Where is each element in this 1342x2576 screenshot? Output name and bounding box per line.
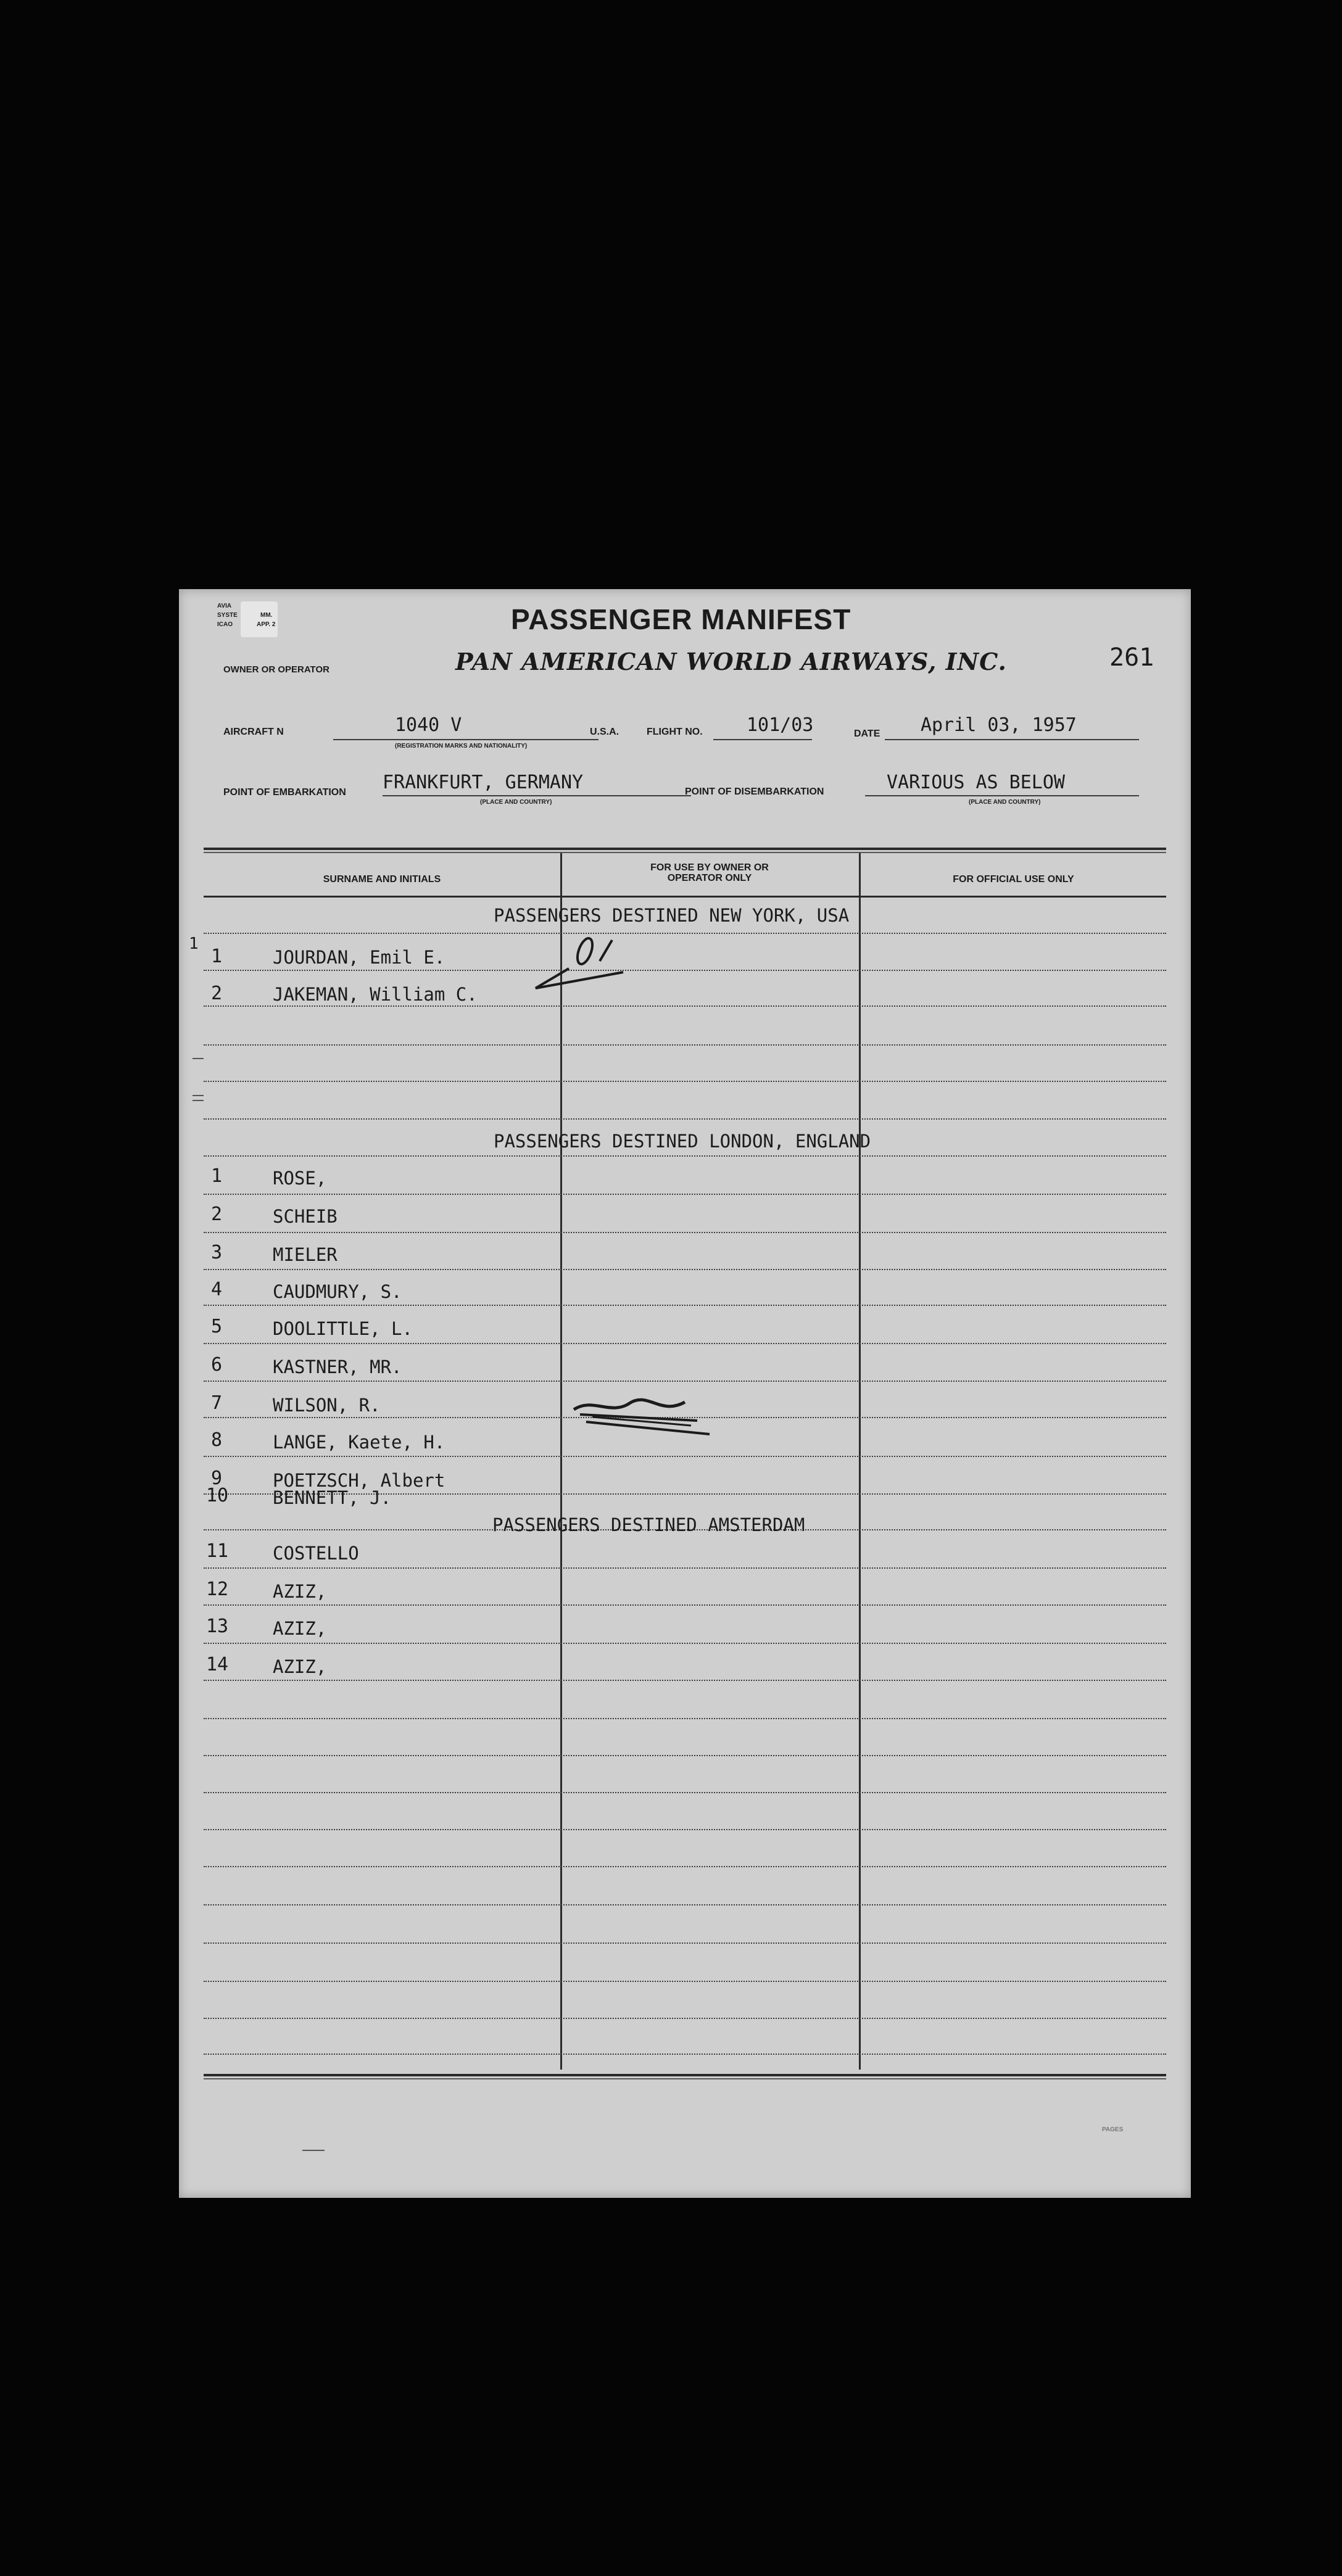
- passenger-name: WILSON, R.: [273, 1395, 381, 1416]
- ruled-line: [204, 1305, 1166, 1306]
- owner-use-column-header: FOR USE BY OWNER OR OPERATOR ONLY: [650, 862, 769, 883]
- ruled-line: [204, 1005, 1166, 1007]
- passenger-number: 11: [206, 1540, 229, 1562]
- passenger-name: KASTNER, MR.: [273, 1356, 402, 1377]
- embarkation-value: FRANKFURT, GERMANY: [383, 772, 584, 793]
- ruled-line: [204, 1044, 1166, 1046]
- stamp-text-3: ICAO: [217, 621, 233, 628]
- passenger-number: 14: [206, 1654, 229, 1675]
- date-value: April 03, 1957: [921, 714, 1077, 736]
- ruled-line: [204, 1456, 1166, 1457]
- passenger-number: 12: [206, 1579, 229, 1600]
- handwritten-mark: [531, 923, 679, 1005]
- footer-pages-label: PAGES: [1102, 2126, 1124, 2133]
- ruled-line: [204, 1981, 1166, 1982]
- ruled-line: [204, 1269, 1166, 1270]
- ruled-line: [204, 1718, 1166, 1719]
- passenger-number: 6: [211, 1354, 223, 1376]
- margin-mark: 1: [189, 935, 199, 953]
- ruled-line: [204, 1567, 1166, 1569]
- section-new-york: PASSENGERS DESTINED NEW YORK, USA: [494, 905, 850, 926]
- ruled-line: [204, 1866, 1166, 1867]
- disembarkation-caption: (PLACE AND COUNTRY): [969, 799, 1041, 806]
- ruled-line: [204, 1194, 1166, 1195]
- disembarkation-value: VARIOUS AS BELOW: [887, 772, 1065, 793]
- ruled-line: [204, 2054, 1166, 2055]
- disembarkation-label: POINT OF DISEMBARKATION: [685, 786, 824, 797]
- ruled-line: [204, 1680, 1166, 1681]
- column-divider-1: [560, 853, 562, 2070]
- stamp-text-1: AVIA: [217, 603, 232, 609]
- ruled-line: [204, 1829, 1166, 1830]
- ruled-line: [204, 970, 1166, 971]
- ruled-line: [204, 1604, 1166, 1606]
- ruled-line: [204, 1343, 1166, 1344]
- passenger-number: 2: [211, 983, 223, 1004]
- passenger-number: 4: [211, 1279, 223, 1300]
- passenger-name: JAKEMAN, William C.: [273, 984, 478, 1005]
- footer-mark: [302, 2150, 325, 2151]
- scribbled-annotation: [568, 1391, 716, 1440]
- section-london: PASSENGERS DESTINED LONDON, ENGLAND: [494, 1131, 871, 1152]
- section-amsterdam: PASSENGERS DESTINED AMSTERDAM: [492, 1514, 805, 1535]
- passenger-number: 13: [206, 1616, 229, 1637]
- passenger-name: ROSE,: [273, 1168, 327, 1189]
- passenger-name: BENNETT, J.: [273, 1487, 392, 1508]
- document-title: PASSENGER MANIFEST: [511, 603, 851, 635]
- passenger-name: AZIZ,: [273, 1656, 327, 1677]
- surname-column-header: SURNAME AND INITIALS: [323, 874, 441, 885]
- passenger-number: 7: [211, 1392, 223, 1414]
- stamp: [217, 601, 291, 637]
- passenger-name: COSTELLO: [273, 1543, 359, 1564]
- flight-no-label: FLIGHT NO.: [647, 727, 703, 737]
- passenger-number: 9: [211, 1468, 223, 1489]
- passenger-number: 5: [211, 1316, 223, 1337]
- operator-name: PAN AMERICAN WORLD AIRWAYS, INC.: [455, 648, 1007, 675]
- passenger-name: SCHEIB: [273, 1206, 338, 1227]
- owner-label: OWNER OR OPERATOR: [223, 664, 329, 675]
- flight-no-value: 101/03: [747, 714, 814, 736]
- official-use-column-header: FOR OFFICIAL USE ONLY: [953, 874, 1074, 885]
- passenger-number: 3: [211, 1242, 223, 1263]
- margin-tick: [193, 1095, 204, 1096]
- registration-caption: (REGISTRATION MARKS AND NATIONALITY): [395, 743, 528, 749]
- ruled-line: [204, 1081, 1166, 1082]
- passenger-name: AZIZ,: [273, 1581, 327, 1602]
- aircraft-value: 1040 V: [395, 714, 462, 736]
- passenger-name: LANGE, Kaete, H.: [273, 1432, 445, 1453]
- ruled-line: [204, 1643, 1166, 1644]
- passenger-name: AZIZ,: [273, 1618, 327, 1639]
- ruled-line: [204, 1155, 1166, 1157]
- ruled-line: [204, 1755, 1166, 1756]
- margin-tick: [193, 1100, 204, 1101]
- passenger-number: 1: [211, 1165, 223, 1187]
- stamp-text-2: SYSTE: [217, 612, 238, 619]
- ruled-line: [204, 1792, 1166, 1793]
- passenger-number: 2: [211, 1203, 223, 1225]
- passenger-number: 10: [206, 1485, 229, 1506]
- passenger-name: MIELER: [273, 1244, 338, 1265]
- page-number: 261: [1109, 643, 1154, 672]
- passenger-name: DOOLITTLE, L.: [273, 1318, 413, 1339]
- embarkation-label: POINT OF EMBARKATION: [223, 787, 346, 798]
- ruled-line: [204, 1381, 1166, 1382]
- passenger-name: CAUDMURY, S.: [273, 1281, 402, 1302]
- manifest-sheet: [179, 589, 1191, 2198]
- ruled-line: [204, 1942, 1166, 1944]
- column-divider-2: [859, 853, 861, 2070]
- passenger-name: JOURDAN, Emil E.: [273, 947, 445, 968]
- ruled-line: [204, 2018, 1166, 2019]
- ruled-line: [204, 1118, 1166, 1120]
- country-label: U.S.A.: [590, 727, 619, 737]
- embarkation-caption: (PLACE AND COUNTRY): [480, 799, 552, 806]
- stamp-text-5: APP. 2: [257, 621, 276, 628]
- ruled-line: [204, 1904, 1166, 1905]
- ruled-line: [204, 1232, 1166, 1233]
- aircraft-label: AIRCRAFT N: [223, 727, 284, 737]
- passenger-number: 8: [211, 1429, 223, 1451]
- handwritten-mark-text: 0/: [531, 923, 539, 934]
- date-label: DATE: [854, 729, 880, 739]
- stamp-text-4: MM.: [260, 612, 273, 619]
- passenger-number: 1: [211, 946, 223, 967]
- margin-tick: [193, 1058, 204, 1059]
- ruled-line: [204, 933, 1166, 934]
- passenger-name: POETZSCH, Albert: [273, 1470, 445, 1491]
